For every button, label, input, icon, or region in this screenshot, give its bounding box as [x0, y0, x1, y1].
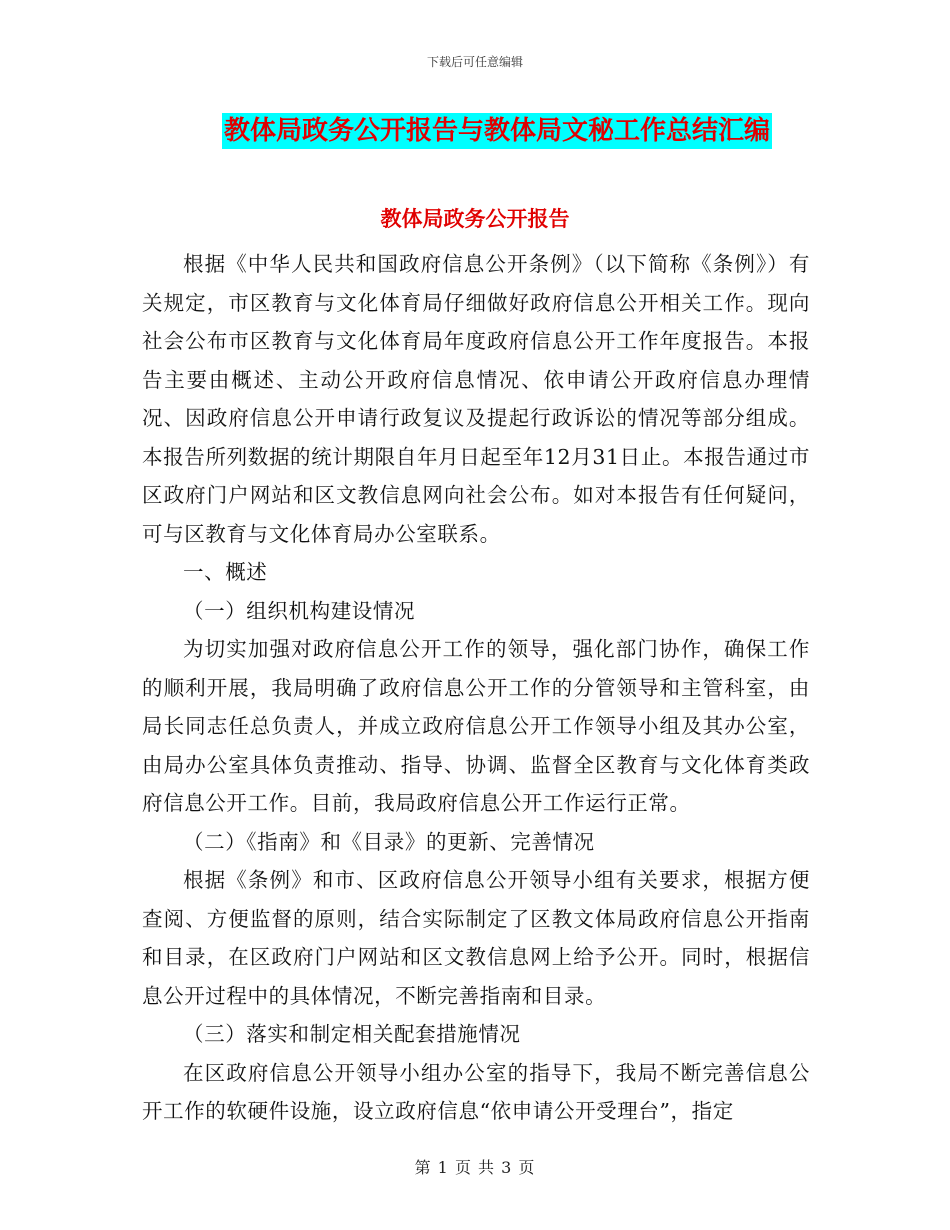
- subheading-guide-catalog: （二）《指南》和《目录》的更新、完善情况: [183, 829, 595, 854]
- paragraph-organization: 为切实加强对政府信息公开工作的领导，强化部门协作，确保工作的顺利开展，我局明确了政府信息公开工作的分管领导和主管科室，由局长同志任总负责人，并成立政府信息公开工作领导小组及其办公室，由局办公室具体负责推动、指导、协调、监督全区教育与文化体育类政府信息公开工作。目前，我局政府信息公开工作运行正常。: [142, 637, 810, 815]
- document-body: [142, 245, 810, 1131]
- subheading-organization: （一）组织机构建设情况: [183, 598, 416, 623]
- paragraph-guide-catalog: 根据《条例》和市、区政府信息公开领导小组有关要求，根据方便查阅、方便监督的原则，结合实际制定了区教文体局政府信息公开指南和目录，在区政府门户网站和区文教信息网上给予公开。同时，根据信息公开过程中的具体情况，不断完善指南和目录。: [142, 868, 810, 1008]
- page-number-footer: 第 1 页 共 3 页: [414, 1158, 536, 1177]
- document-title: 教体局政务公开报告与教体局文秘工作总结汇编: [222, 113, 772, 149]
- paragraph-intro: 根据《中华人民共和国政府信息公开条例》（以下简称《条例》）有关规定，市区教育与文化体育局仔细做好政府信息公开相关工作。现向社会公布市区教育与文化体育局年度政府信息公开工作年度报告。本报告主要由概述、主动公开政府信息情况、依申请公开政府信息办理情况、因政府信息公开申请行政复议及提起行政诉讼的情况等部分组成。本报告所列数据的统计期限自年月日起至年12月31日止。本报告通过市区政府门户网站和区文教信息网向社会公布。如对本报告有任何疑问，可与区教育与文化体育局办公室联系。: [142, 252, 810, 546]
- page-header-note: 下载后可任意编辑: [426, 55, 523, 69]
- heading-overview: 一、概述: [183, 560, 268, 584]
- section-title: 教体局政务公开报告: [380, 207, 570, 231]
- subheading-measures: （三）落实和制定相关配套措施情况: [183, 1022, 521, 1046]
- paragraph-measures: 在区政府信息公开领导小组办公室的指导下，我局不断完善信息公开工作的软硬件设施，设立政府信息“依申请公开受理台”，指定: [142, 1060, 810, 1123]
